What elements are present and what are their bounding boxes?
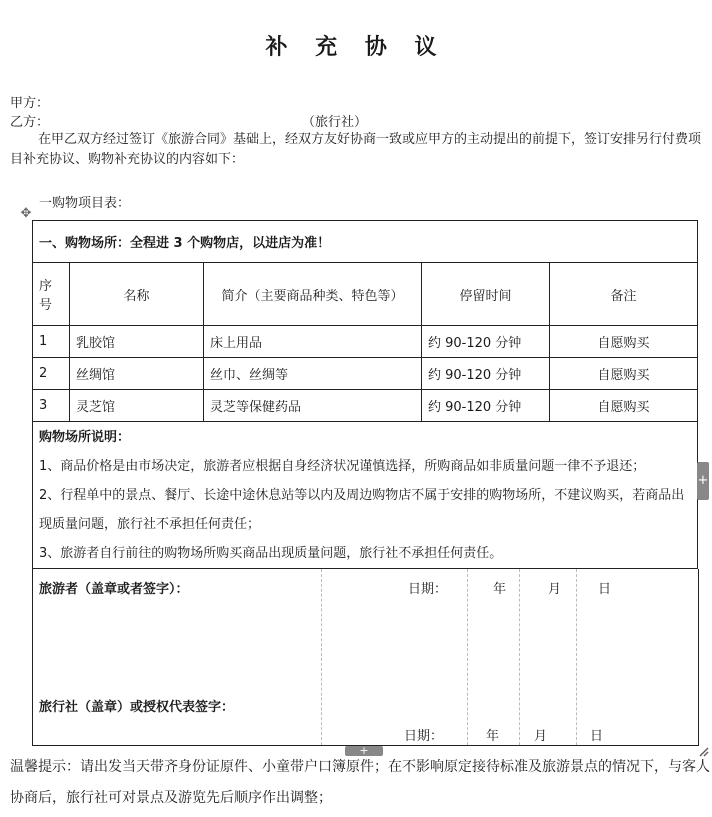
table-heading: 一、购物场所：全程进 3 个购物店，以进店为准！ (33, 221, 698, 263)
signature-section (32, 569, 699, 746)
row-note: 自愿购买 (550, 358, 698, 390)
row-desc: 丝巾、丝绸等 (204, 358, 422, 390)
shopping-table (32, 220, 698, 569)
column-header-note: 备注 (550, 263, 698, 326)
tourist-signature-label: 旅游者（盖章或者签字）： (39, 582, 189, 597)
column-header-desc: 简介（主要商品种类、特色等） (204, 263, 422, 326)
row-note: 自愿购买 (550, 326, 698, 358)
signature-divider (467, 569, 468, 745)
document-title: 补 充 协 议 (265, 35, 447, 60)
intro-paragraph: 在甲乙双方经过签订《旅游合同》基础上，经双方友好协商一致或应甲方的主动提出的前提下，签订安排另行付费项目补充协议、购物补充协议的内容如下： (10, 132, 702, 167)
notes-title: 购物场所说明： (39, 429, 131, 445)
column-header-name: 名称 (70, 263, 204, 326)
tourist-date-year: 年 (493, 582, 507, 597)
row-note: 自愿购买 (550, 390, 698, 422)
column-header-no: 序号 (33, 263, 70, 326)
tourist-date-month: 月 (548, 582, 562, 597)
table-row (33, 358, 698, 390)
note-item: 1、商品价格是由市场决定，旅游者应根据自身经济状况谨慎选择，所购商品如非质量问题一律不予退还； (39, 458, 646, 474)
signature-divider (519, 569, 520, 745)
tourist-date-day: 日 (598, 582, 612, 597)
notes-cell (33, 422, 698, 569)
signature-divider (321, 569, 322, 745)
table-move-handle-icon[interactable]: ✥ (20, 206, 32, 221)
row-no: 1 (33, 326, 70, 358)
signature-divider (576, 569, 577, 745)
agency-date-month: 月 (534, 729, 548, 744)
add-row-button[interactable]: + (345, 746, 383, 756)
note-item: 2、行程单中的景点、餐厅、长途中途休息站等以内及周边购物店不属于安排的购物场所，不建议购买，若商品出现质量问题，旅行社不承担任何责任； (39, 487, 685, 532)
agency-date-year: 年 (486, 729, 500, 744)
add-column-button[interactable]: + (697, 462, 709, 500)
table-heading-row (33, 221, 698, 263)
tourist-date-label: 日期： (408, 582, 448, 597)
table-row (33, 390, 698, 422)
table-row (33, 326, 698, 358)
warm-tip: 温馨提示：请出发当天带齐身份证原件、小童带户口簿原件；在不影响原定接待标准及旅游景点的情况下，与客人协商后，旅行社可对景点及游览先后顺序作出调整； (10, 759, 710, 806)
row-no: 3 (33, 390, 70, 422)
table-header-row (33, 263, 698, 326)
agency-signature-label: 旅行社（盖章）或授权代表签字： (39, 700, 235, 715)
agency-date-label: 日期： (404, 729, 444, 744)
party-b-suffix: （旅行社） (302, 115, 368, 130)
note-item: 3、旅游者自行前往的购物场所购买商品出现质量问题，旅行社不承担任何责任。 (39, 545, 503, 561)
shopping-list-caption: 一购物项目表： (39, 196, 131, 211)
column-header-stay: 停留时间 (422, 263, 550, 326)
notes-row (33, 422, 698, 569)
row-name: 丝绸馆 (70, 358, 204, 390)
agency-date-day: 日 (590, 729, 604, 744)
row-stay: 约 90-120 分钟 (422, 326, 550, 358)
row-desc: 床上用品 (204, 326, 422, 358)
row-stay: 约 90-120 分钟 (422, 390, 550, 422)
row-desc: 灵芝等保健药品 (204, 390, 422, 422)
row-name: 灵芝馆 (70, 390, 204, 422)
party-b-label: 乙方： (10, 115, 50, 130)
row-name: 乳胶馆 (70, 326, 204, 358)
row-no: 2 (33, 358, 70, 390)
party-a-label: 甲方： (10, 96, 50, 111)
row-stay: 约 90-120 分钟 (422, 358, 550, 390)
